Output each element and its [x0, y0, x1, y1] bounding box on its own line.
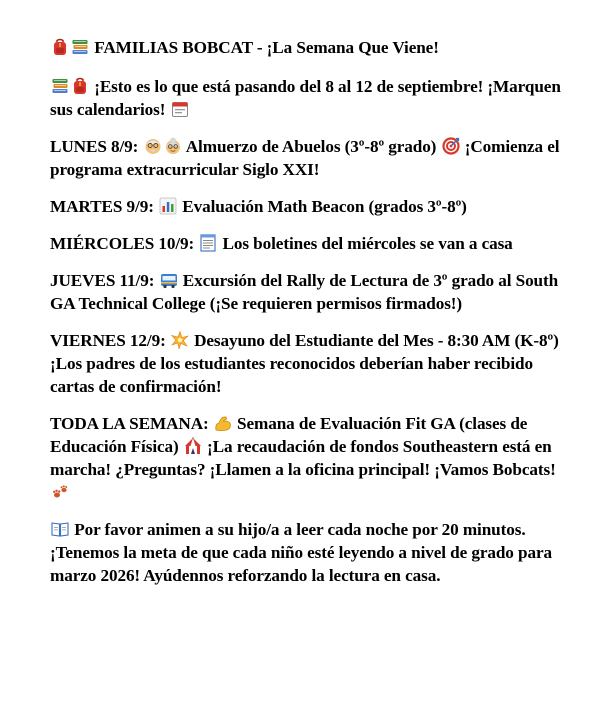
paw-prints-icon [51, 483, 69, 501]
paragraph-text: LUNES 8/9: [50, 137, 143, 156]
paragraph-text: VIERNES 12/9: [50, 331, 170, 350]
paragraph-text: Excursión del Rally de Lectura de 3º grado al South GA Technical College (¡Se requieren permisos firmados!) [50, 271, 559, 313]
books-icon [71, 38, 89, 56]
paragraph-text: Los boletines del miércoles se van a casa [218, 234, 513, 253]
newsletter-paragraph [50, 518, 561, 587]
paragraph-text: TODA LA SEMANA: [50, 414, 213, 433]
newsletter-title [50, 36, 561, 59]
circus-tent-icon [184, 437, 202, 455]
books-icon [51, 77, 69, 95]
newsletter-paragraph [50, 329, 561, 398]
open-book-icon [51, 520, 69, 538]
flexed-biceps-icon [214, 414, 232, 432]
bus-icon [160, 271, 178, 289]
grandpa-icon [144, 137, 162, 155]
paragraph-text: ¡La recaudación de fondos Southeastern está en marcha! ¿Preguntas? ¡Llamen a la oficina principal! ¡Vamos Bobcats! [50, 437, 556, 479]
backpack-icon [51, 38, 69, 56]
bar-chart-icon [159, 197, 177, 215]
newsletter-paragraph [50, 135, 561, 181]
target-icon [442, 137, 460, 155]
paragraph-text: Por favor animen a su hijo/a a leer cada noche por 20 minutos. ¡Tenemos la meta de que cada niño esté leyendo a nivel de grado para marzo 2026! Ayúdennos reforzando la lectura en casa. [50, 520, 552, 585]
paragraph-text: ¡Comienza el programa extracurricular Siglo XXI! [50, 137, 560, 179]
paragraph-text: FAMILIAS BOBCAT - ¡La Semana Que Viene! [90, 38, 439, 57]
newsletter-paragraph [50, 75, 561, 121]
grandma-icon [164, 137, 182, 155]
paragraph-text: Almuerzo de Abuelos (3º-8º grado) [182, 137, 441, 156]
paragraph-text: MARTES 9/9: [50, 197, 159, 216]
calendar-icon [171, 100, 189, 118]
newsletter-paragraph [50, 232, 561, 255]
paragraph-text: MIÉRCOLES 10/9: [50, 234, 199, 253]
paragraph-text: ¡Esto es lo que está pasando del 8 al 12 de septiembre! ¡Marquen sus calendarios! [50, 77, 561, 119]
document-icon [199, 234, 217, 252]
paragraph-text: Evaluación Math Beacon (grados 3º-8º) [178, 197, 467, 216]
sparkle-icon [171, 331, 189, 349]
paragraph-text: Desayuno del Estudiante del Mes - 8:30 AM (K-8º) ¡Los padres de los estudiantes reconocidos deberían haber recibido cartas de confirmación! [50, 331, 559, 396]
newsletter-paragraph [50, 195, 561, 218]
paragraph-text: Semana de Evaluación Fit GA (clases de Educación Física) [50, 414, 528, 456]
newsletter-paragraph [50, 412, 561, 504]
paragraph-text: JUEVES 11/9: [50, 271, 159, 290]
newsletter-paragraph [50, 269, 561, 315]
backpack-icon [71, 77, 89, 95]
